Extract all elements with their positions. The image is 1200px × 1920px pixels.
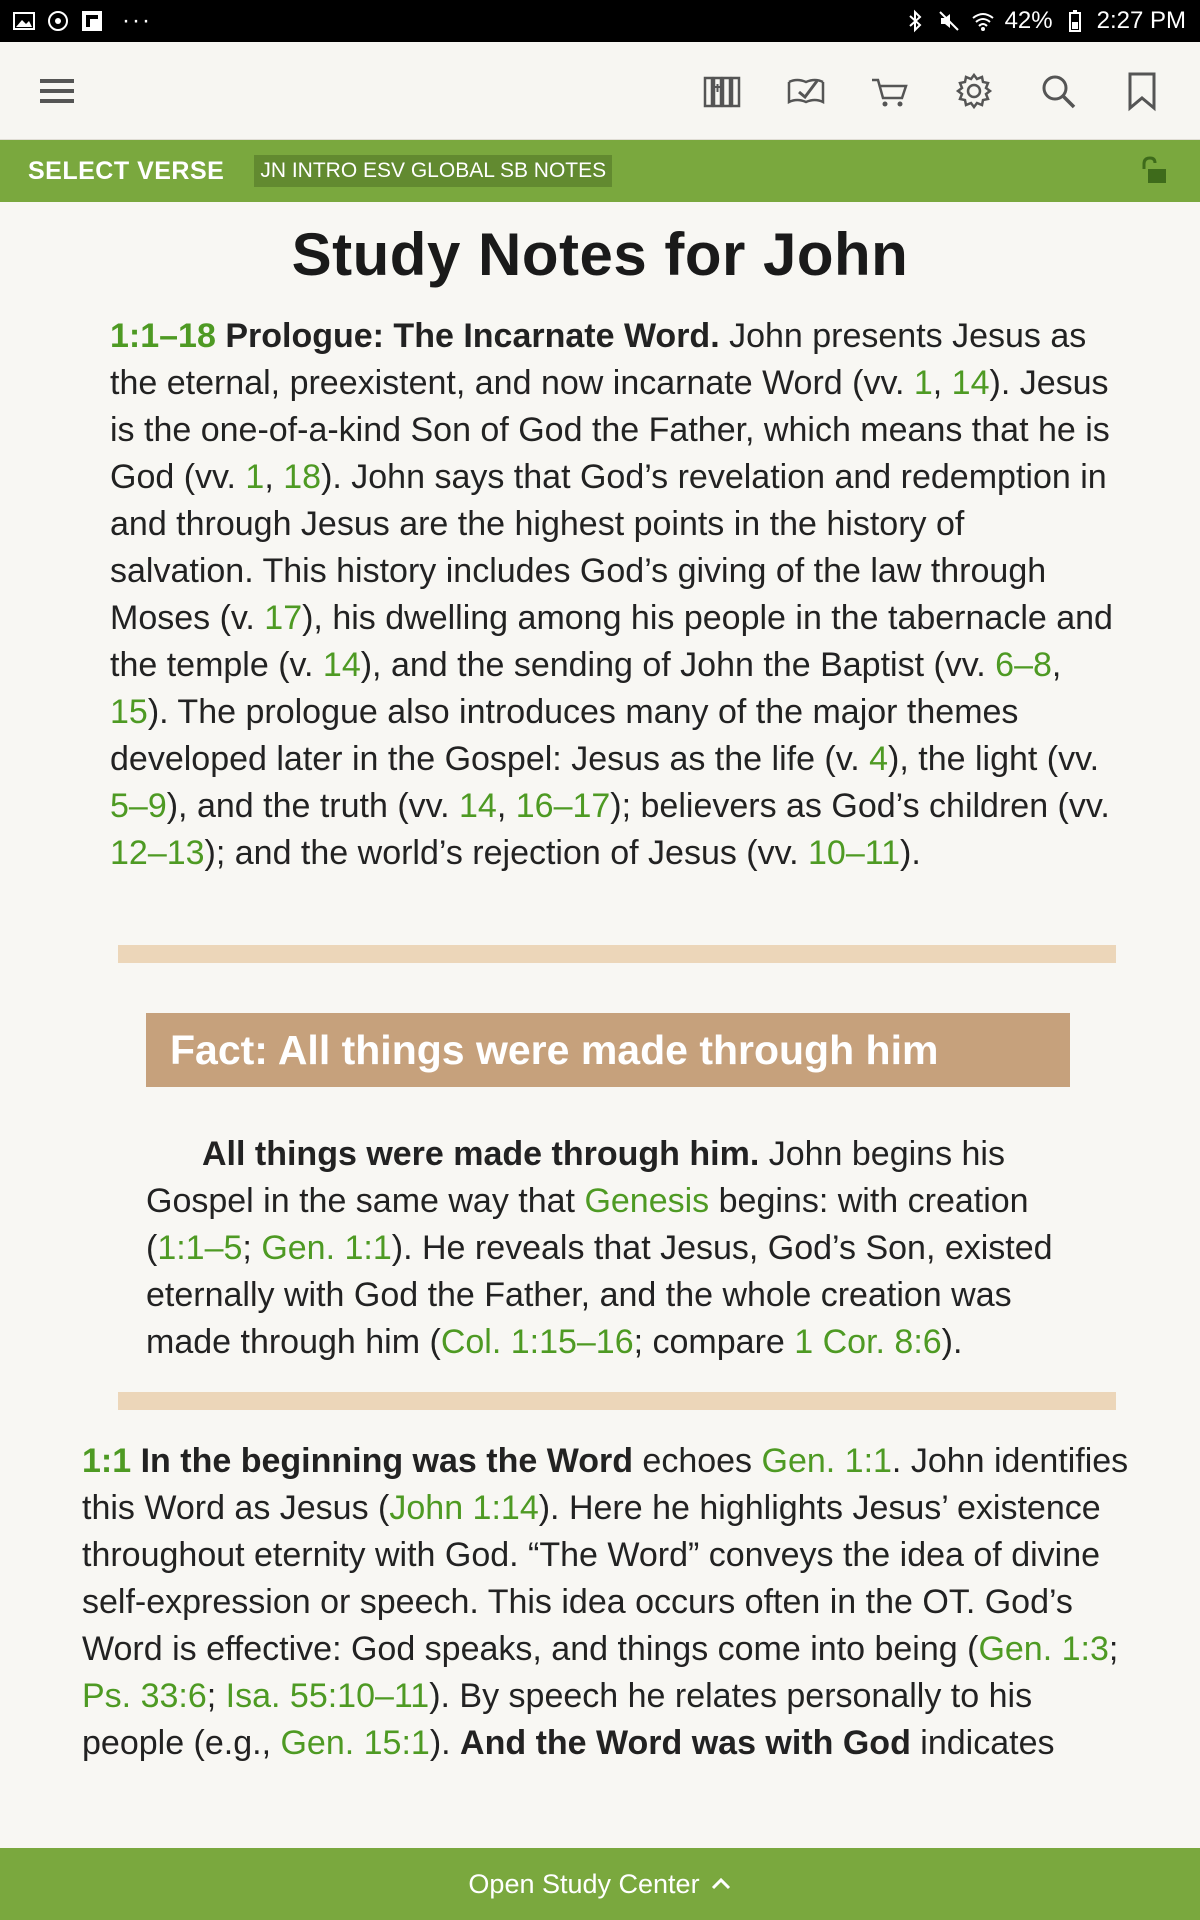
verse-link[interactable]: 12–13 (110, 834, 205, 872)
verse-link[interactable]: 5–9 (110, 787, 167, 825)
verse-link[interactable]: 18 (283, 458, 322, 496)
clock: 2:27 PM (1096, 7, 1186, 34)
open-study-center-button[interactable] (0, 1848, 1200, 1920)
verse-link[interactable]: 17 (264, 599, 303, 637)
note-text: ). John says that God’s revelation and redemption in and through Jesus are the highest points in the history of salvation. This history includes God’s giving of the law through Moses (v. (110, 458, 1107, 637)
top-toolbar (0, 42, 1200, 140)
note-text: ). By speech he relates personally to his people (e.g., (82, 1677, 1033, 1762)
verse-link[interactable]: Gen. 1:1 (261, 1229, 392, 1267)
gear-icon[interactable] (946, 63, 1002, 119)
note-text: , (496, 787, 516, 825)
note-reference-link[interactable]: 1:1 (82, 1442, 132, 1480)
bluetooth-icon (903, 9, 927, 33)
fact-text: ; (242, 1229, 262, 1267)
note-heading: In the beginning was the Word (140, 1442, 633, 1480)
fact-text: ; compare (633, 1323, 795, 1361)
section-divider (118, 945, 1116, 963)
note-emphasis: And the Word was with God (460, 1724, 911, 1762)
status-bar-right (903, 7, 1186, 35)
study-notes-content[interactable] (0, 202, 1200, 1848)
cart-icon[interactable] (862, 63, 918, 119)
note-text: ). Jesus is the one-of-a-kind Son of God the Father, which means that he is God (vv. (110, 364, 1110, 496)
note-text: ), and the sending of John the Baptist (vv. (360, 646, 996, 684)
fact-lead: All things were made through him. (202, 1135, 760, 1173)
verse-link[interactable]: John 1:14 (389, 1489, 539, 1527)
note-text: ; (1108, 1630, 1119, 1668)
verse-link[interactable]: 1:1–5 (157, 1229, 243, 1267)
menu-icon[interactable] (30, 63, 86, 119)
verse-link[interactable]: Isa. 55:10–11 (225, 1677, 430, 1715)
gallery-icon (12, 9, 36, 33)
note-text: ; (206, 1677, 226, 1715)
toolbar-actions (694, 63, 1170, 119)
note-text: ), the light (vv. (888, 740, 1100, 778)
note-text: . John identifies this Word as Jesus ( (82, 1442, 1129, 1527)
battery-icon (1063, 9, 1087, 33)
verse-link[interactable]: 6–8 (995, 646, 1052, 684)
verse-link[interactable]: 1 Cor. 8:6 (794, 1323, 942, 1361)
note-text: , (264, 458, 284, 496)
reading-plan-icon[interactable] (778, 63, 834, 119)
verse-link[interactable]: 1 (913, 364, 933, 402)
note-text: John presents Jesus as the eternal, preexistent, and now incarnate Word (vv. (110, 317, 1087, 402)
fact-text: ). (941, 1323, 963, 1361)
fact-text: John begins his Gospel in the same way that (146, 1135, 1005, 1220)
unlock-icon[interactable] (1138, 154, 1172, 188)
select-verse-button[interactable]: SELECT VERSE (28, 156, 225, 185)
verse-link[interactable]: 14 (951, 364, 990, 402)
fact-text: ). He reveals that Jesus, God’s Son, existed eternally with God the Father, and the whole creation was made through him ( (146, 1229, 1053, 1361)
verse-link[interactable]: 1 (245, 458, 265, 496)
battery-percent: 42% (1004, 7, 1053, 34)
wifi-icon (971, 9, 995, 33)
note-text: ); and the world’s rejection of Jesus (vv. (204, 834, 808, 872)
status-bar (0, 0, 1200, 42)
verse-link[interactable]: 4 (869, 740, 889, 778)
note-text: , (932, 364, 952, 402)
note-text: indicates (910, 1724, 1055, 1762)
verse-link[interactable]: Gen. 1:1 (761, 1442, 892, 1480)
note-text: echoes (632, 1442, 762, 1480)
chevron-up-icon (710, 1873, 732, 1895)
verse-link[interactable]: 14 (459, 787, 497, 825)
section-divider (118, 1392, 1116, 1410)
verse-link[interactable]: Col. 1:15–16 (440, 1323, 634, 1361)
fact-text: begins: with creation ( (146, 1182, 1029, 1267)
note-text: , (1051, 646, 1062, 684)
verse-link[interactable]: Ps. 33:6 (82, 1677, 207, 1715)
verse-link[interactable]: 15 (110, 693, 148, 731)
bookmark-icon[interactable] (1114, 63, 1170, 119)
open-study-center-label: Open Study Center (468, 1868, 700, 1899)
flipboard-icon (80, 9, 104, 33)
note-text: ). (429, 1724, 461, 1762)
study-note (110, 313, 1114, 877)
note-reference-link[interactable]: 1:1–18 (110, 317, 216, 355)
verse-link[interactable]: Gen. 1:3 (978, 1630, 1109, 1668)
note-text: ). The prologue also introduces many of the major themes developed later in the Gospel: Jesus as the life (v. (110, 693, 1019, 778)
verse-bar (0, 140, 1200, 202)
library-icon[interactable] (694, 63, 750, 119)
study-note (82, 1438, 1134, 1767)
page-title: Study Notes for John (291, 221, 909, 288)
more-notifications: ··· (122, 7, 152, 34)
search-icon[interactable] (1030, 63, 1086, 119)
book-link[interactable]: Genesis (584, 1182, 710, 1220)
sync-icon (46, 9, 70, 33)
fact-title: Fact: All things were made through him (146, 1013, 1070, 1087)
note-text: ). Here he highlights Jesus’ existence throughout eternity with God. “The Word” conveys the idea of divine self-expression or speech. This idea occurs often in the OT. God’s Word is effective: God speaks, and things come into being ( (82, 1489, 1101, 1668)
note-text: ); believers as God’s children (vv. (610, 787, 1110, 825)
resource-tag[interactable]: JN INTRO ESV GLOBAL SB NOTES (254, 155, 612, 187)
verse-link[interactable]: 10–11 (808, 834, 901, 872)
mute-icon (937, 9, 961, 33)
status-bar-left (12, 7, 152, 35)
verse-link[interactable]: Gen. 15:1 (280, 1724, 430, 1762)
note-text: ), his dwelling among his people in the tabernacle and the temple (v. (110, 599, 1113, 684)
note-heading: Prologue: The Incarnate Word. (225, 317, 720, 355)
note-text: ), and the truth (vv. (166, 787, 460, 825)
verse-link[interactable]: 16–17 (515, 787, 611, 825)
verse-link[interactable]: 14 (322, 646, 361, 684)
fact-body (146, 1131, 1070, 1366)
note-text: ). (900, 834, 921, 872)
